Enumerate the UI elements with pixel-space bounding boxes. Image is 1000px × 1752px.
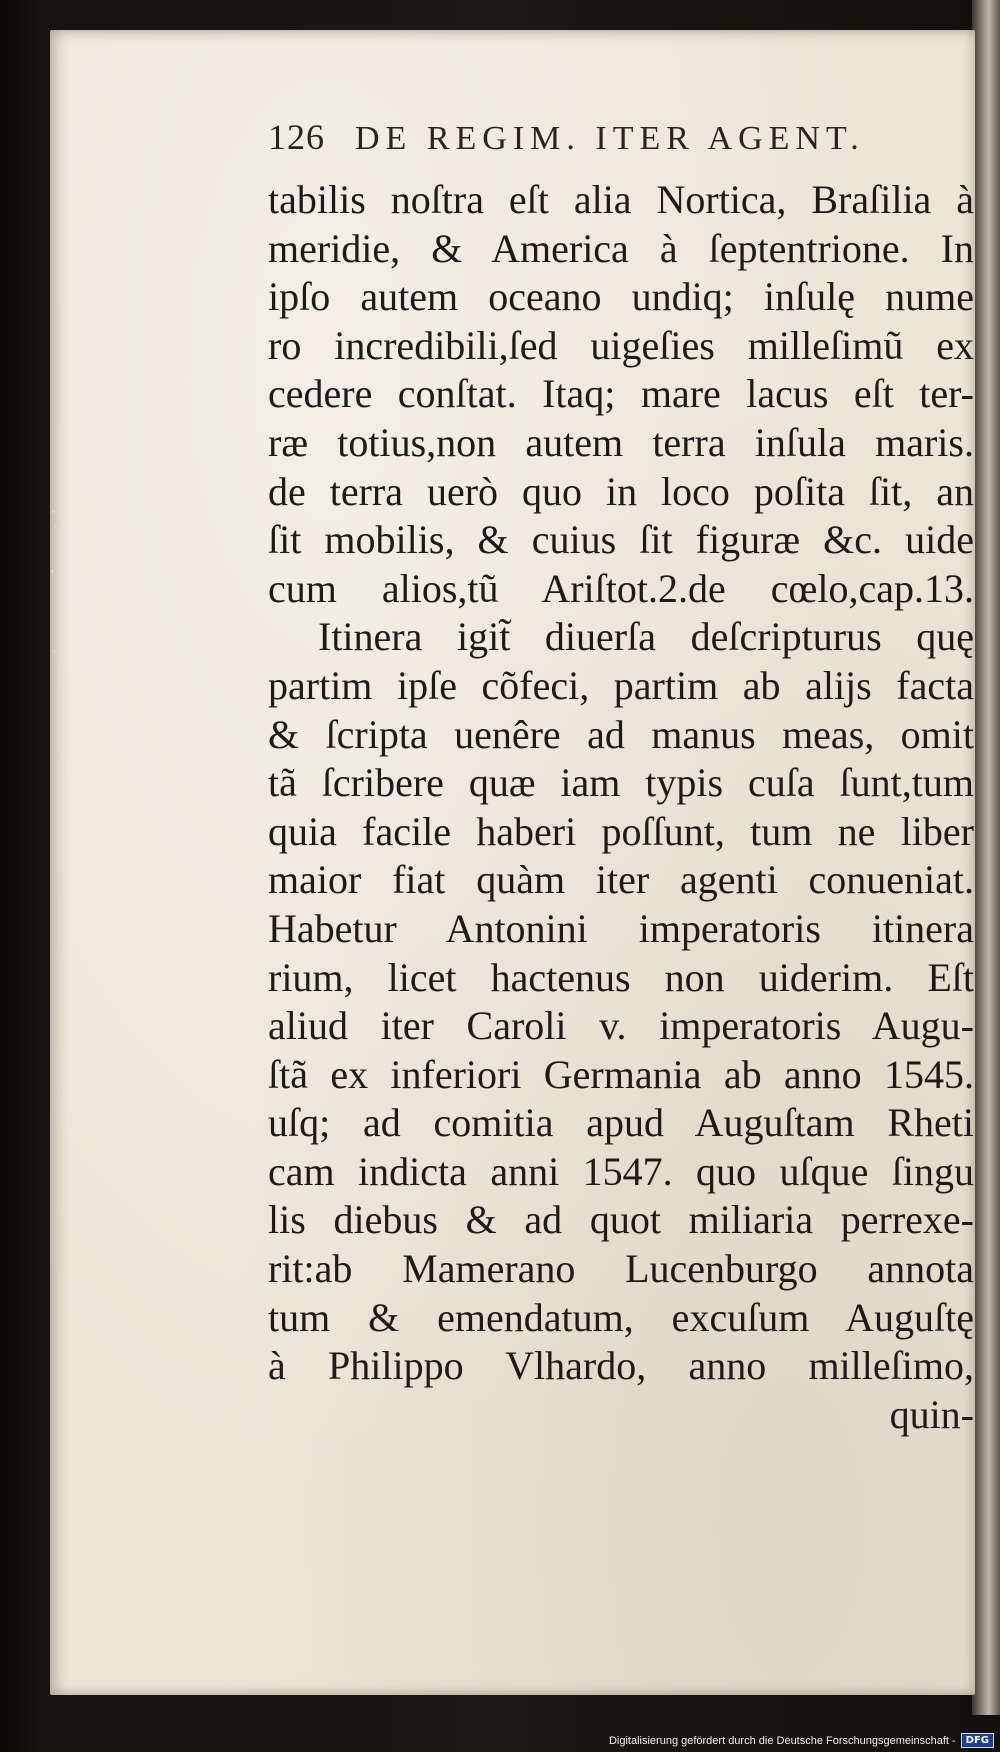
text-line: partim ipſe cõfeci, partim ab alijs facta <box>268 662 974 708</box>
credit-text: Digitalisierung gefördert durch die Deutsche Forschungsgemeinschaft - <box>608 1734 956 1747</box>
text-line: de terra uerò quo in loco poſita ſit, an <box>268 468 974 514</box>
catchword: quin- <box>889 1391 974 1437</box>
text-line: cedere conſtat. Itaq; mare lacus eſt ter- <box>268 371 974 417</box>
text-line: cam indicta anni 1547. quo uſque ſingu <box>268 1148 974 1194</box>
text-line: rit:ab Mamerano Lucenburgo annota <box>268 1246 974 1292</box>
text-line: uſq; ad comitia apud Auguſtam Rheti <box>268 1100 974 1146</box>
text-line: Habetur Antonini imperatoris itinera <box>268 905 974 951</box>
text-line: tum & emendatum, excuſum Auguſtę <box>268 1294 974 1340</box>
adjacent-page-edge <box>972 0 1000 1715</box>
text-line: lis diebus & ad quot miliaria perrexe- <box>268 1197 974 1243</box>
text-line: ipſo autem oceano undiq; inſulę nume <box>268 274 974 320</box>
text-line: ræ totius,non autem terra inſula maris. <box>268 419 974 465</box>
text-line: maior fiat quàm iter agenti conueniat. <box>268 857 974 903</box>
text-line: tã ſcribere quæ iam typis cuſa ſunt,tum <box>268 760 974 806</box>
page-header <box>268 116 928 158</box>
text-line: tabilis noſtra eſt alia Nortica, Braſilia à <box>268 177 974 222</box>
text-line: rium, licet hactenus non uiderim. Eſt <box>268 954 974 1000</box>
text-line: ro incredibili,ſed uigeſies milleſimũ ex <box>268 322 974 368</box>
dfg-logo: DFG <box>961 1733 994 1748</box>
text-line: meridie, & America à ſeptentrione. In <box>268 225 974 271</box>
paragraph-start-line: Itinera igit̃ diuerſa deſcripturus quę <box>318 614 974 660</box>
running-head: DE REGIM. ITER AGENT. <box>355 120 865 157</box>
text-line: & ſcripta uenêre ad manus meas, omit <box>268 711 974 757</box>
text-line: aliud iter Caroli v. imperatoris Augu- <box>268 1003 974 1049</box>
digitization-credit <box>609 1733 994 1748</box>
text-line: ſit mobilis, & cuius ſit figuræ &c. uide <box>268 517 974 563</box>
text-line: ſtã ex inferiori Germania ab anno 1545. <box>268 1051 974 1097</box>
text-line: cum alios,tũ Ariſtot.2.de cœlo,cap.13. <box>268 565 974 611</box>
body-text <box>268 176 974 1439</box>
text-line: à Philippo Vlhardo, anno milleſimo, <box>268 1343 974 1389</box>
text-line: quia facile haberi poſſunt, tum ne liber <box>268 808 974 854</box>
page-number: 126 <box>268 117 325 157</box>
